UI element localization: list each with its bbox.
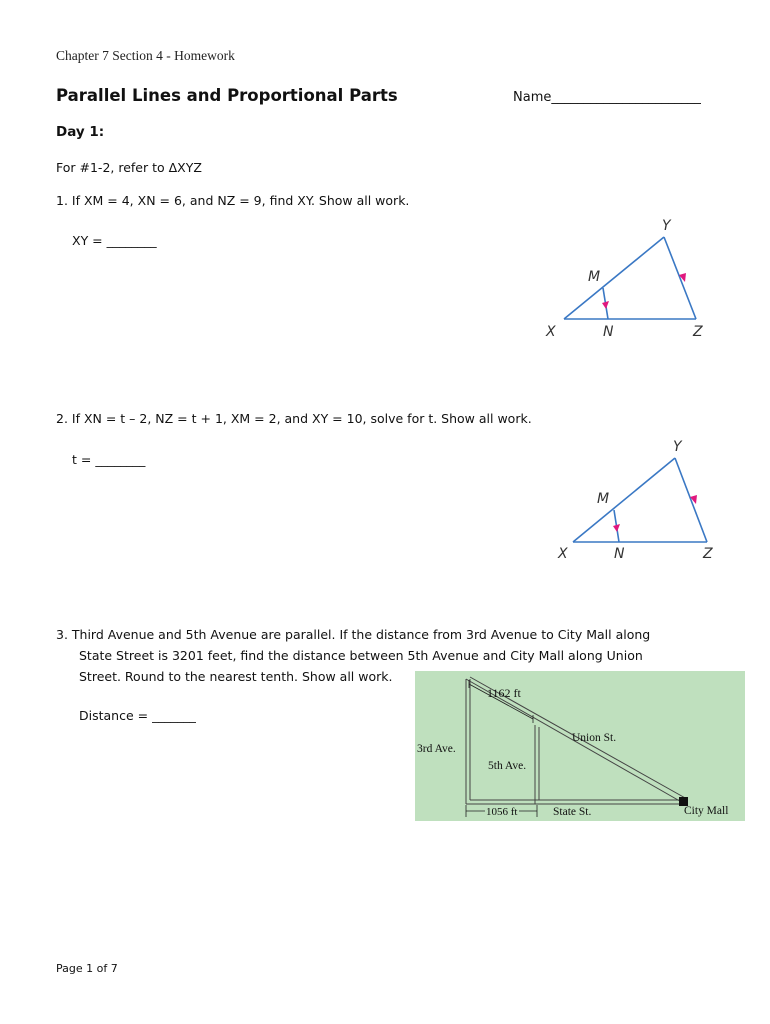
label-z: Z [703,546,713,562]
intro-text: For #1-2, refer to ΔXYZ [56,160,202,175]
day-heading: Day 1: [56,124,105,140]
label-z: Z [693,324,703,340]
state-st-label: State St. [553,806,592,818]
chapter-header: Chapter 7 Section 4 - Homework [56,48,235,63]
city-mall-label: City Mall [684,805,729,817]
name-field[interactable]: Name_______________________ [513,90,701,105]
label-y: Y [662,218,671,234]
label-y: Y [673,439,682,455]
label-n: N [603,324,614,340]
street-map-figure [415,671,745,821]
side-yz [675,458,707,542]
map-background [415,671,745,821]
label-x: X [546,324,556,340]
question-1: 1. If XM = 4, XN = 6, and NZ = 9, find XY. Show all work. [56,193,410,208]
label-x: X [558,546,568,562]
question-3-line-2: State Street is 3201 feet, find the distance between 5th Avenue and City Mall along Union [79,648,643,663]
question-3-line-1: 3. Third Avenue and 5th Avenue are parallel. If the distance from 3rd Avenue to City Mall along [56,627,651,642]
side-xy [573,458,675,542]
label-m: M [597,491,610,507]
parallel-arrow-mn [613,524,620,532]
label-1162-ft: 1162 ft [487,686,521,700]
question-2: 2. If XN = t – 2, NZ = t + 1, XM = 2, and XY = 10, solve for t. Show all work. [56,411,532,426]
label-n: N [614,546,625,562]
triangle-xyz-figure-2 [540,430,740,565]
page-footer: Page 1 of 7 [56,962,118,975]
question-3-line-3: Street. Round to the nearest tenth. Show all work. [79,669,393,684]
question-1-answer[interactable]: XY = ________ [72,233,157,248]
side-xy [564,237,664,319]
side-yz [664,237,696,319]
question-2-answer[interactable]: t = ________ [72,452,146,467]
third-ave-label: 3rd Ave. [417,743,456,755]
parallel-arrow-mn [602,301,609,309]
page-title: Parallel Lines and Proportional Parts [56,86,398,105]
fifth-ave-label: 5th Ave. [488,760,527,772]
triangle-xyz-figure-1 [530,210,730,345]
question-3-answer[interactable]: Distance = _______ [79,708,196,723]
label-1056-ft: 1056 ft [486,806,518,818]
union-st-label: Union St. [572,732,617,744]
label-m: M [588,269,601,285]
